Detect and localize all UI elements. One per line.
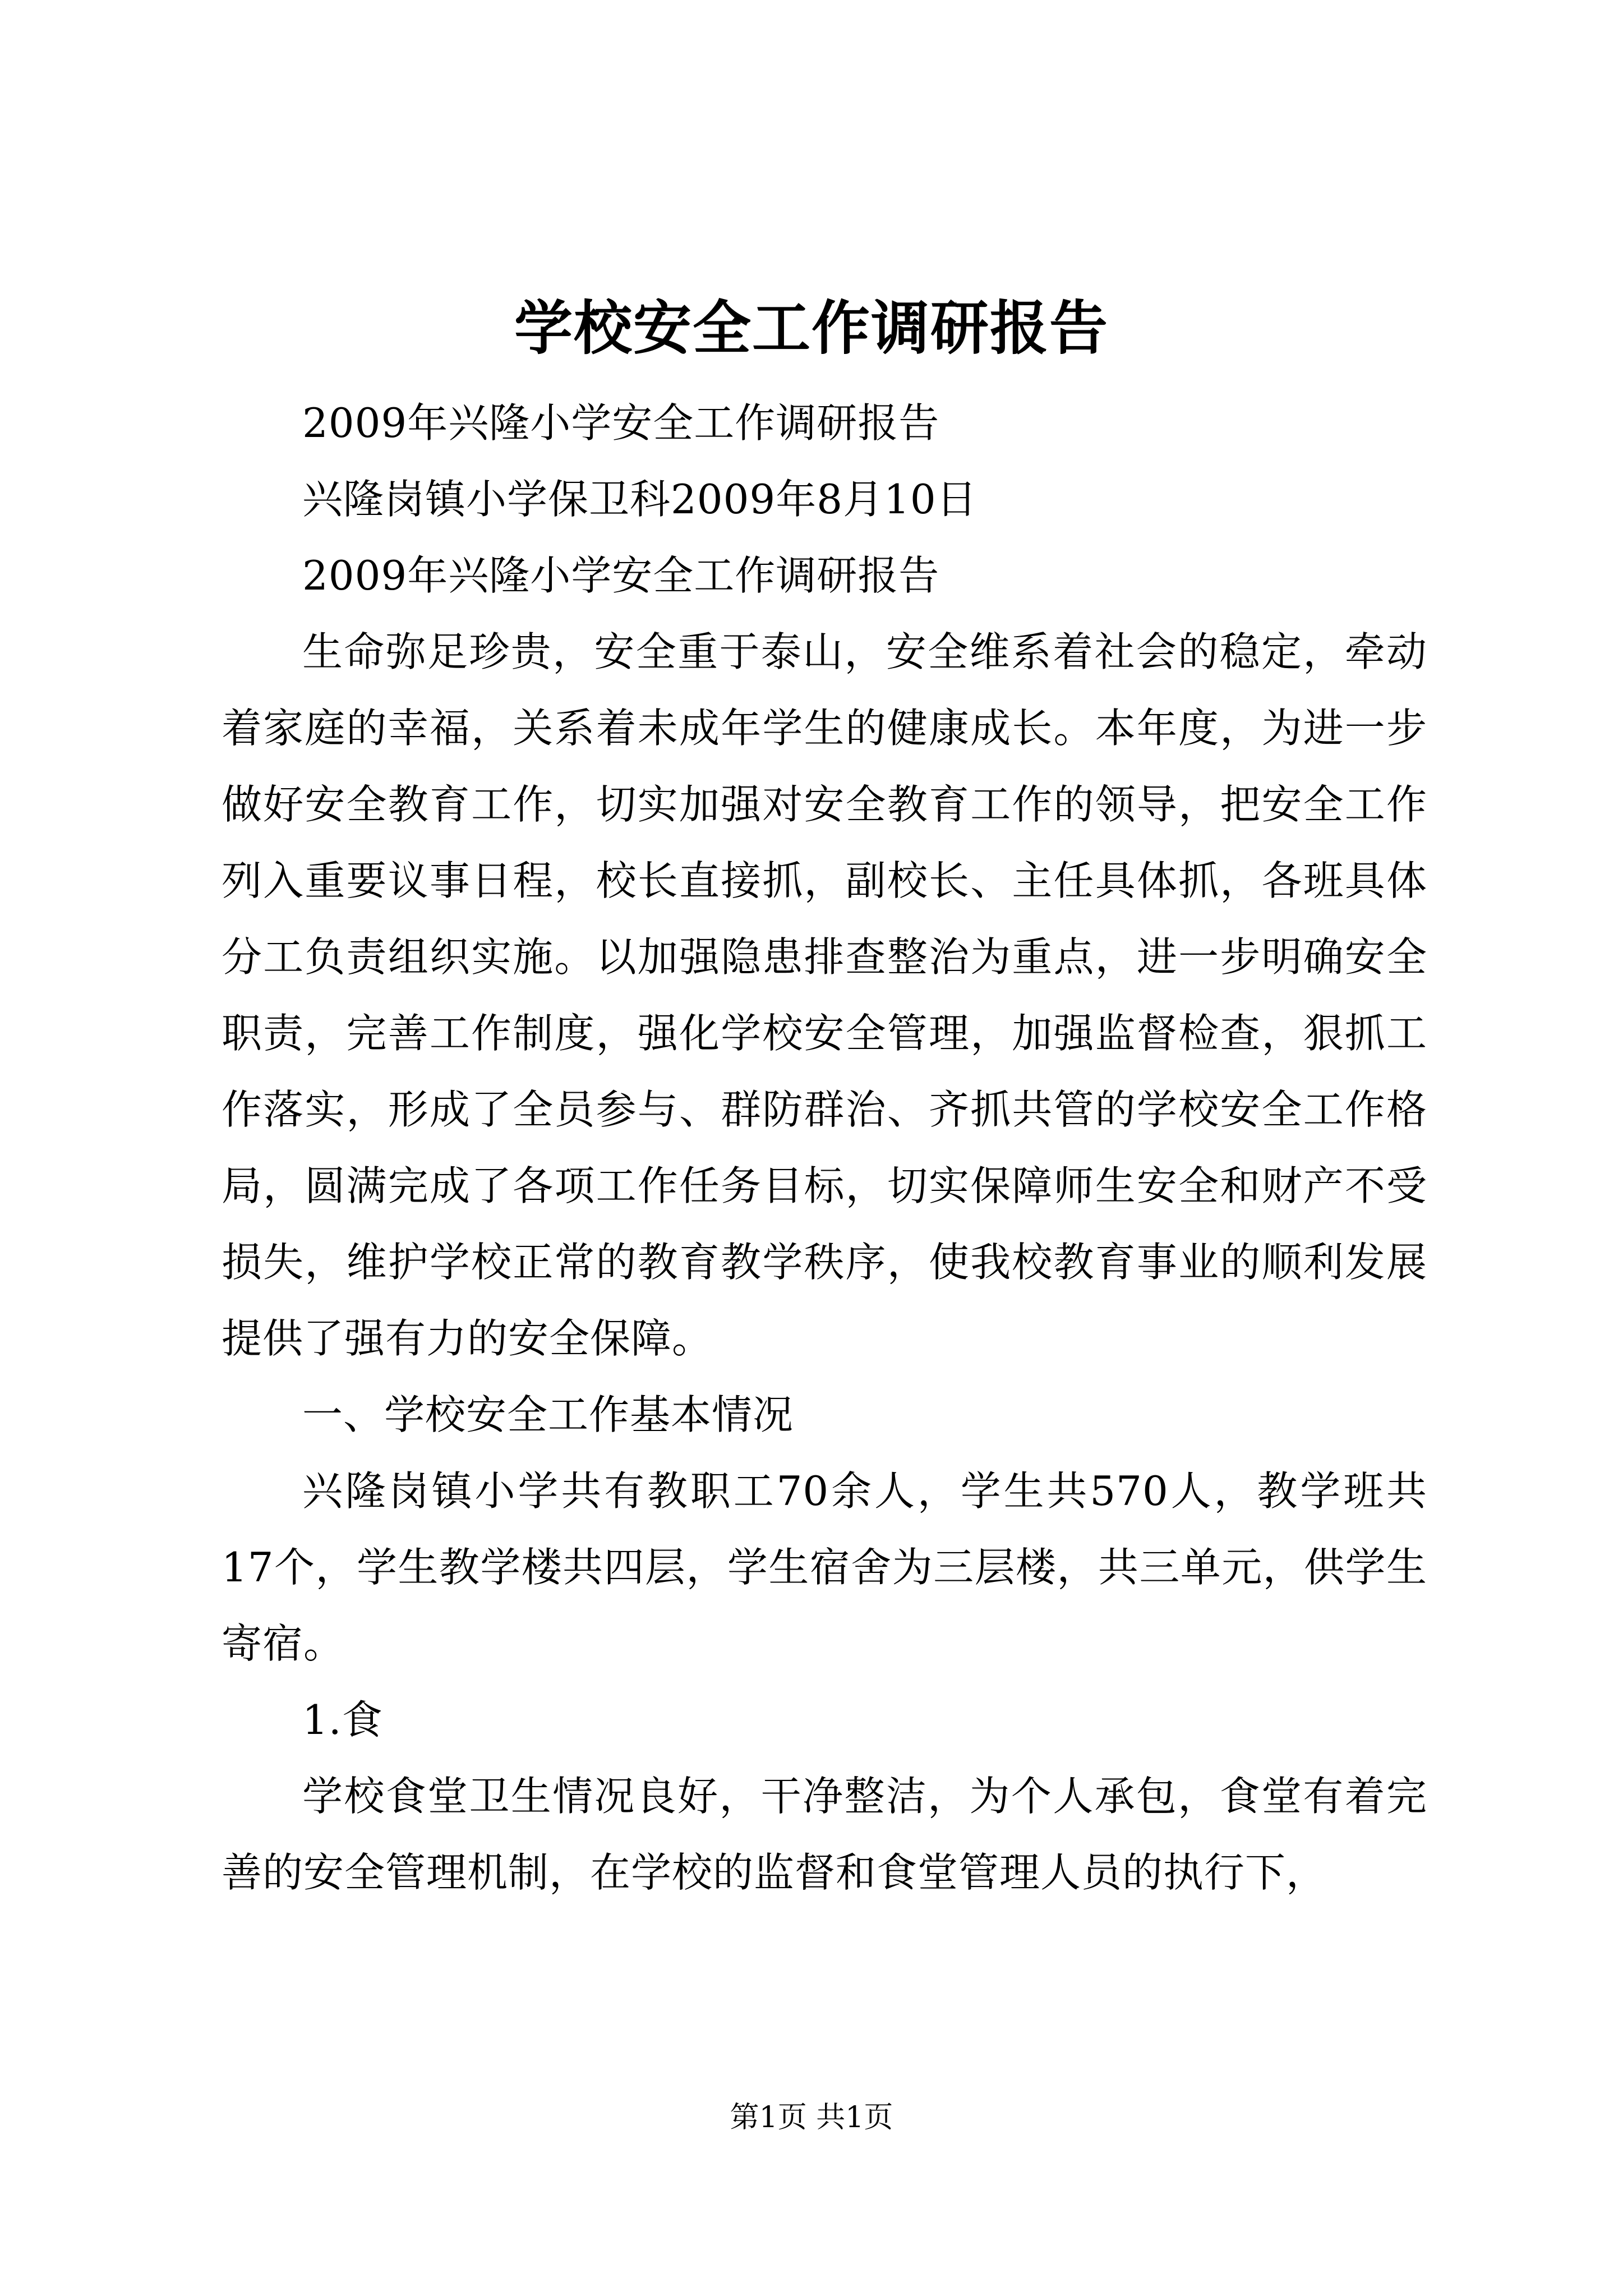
section-heading: 一、学校安全工作基本情况 [302, 1391, 794, 1438]
subtitle-paragraph: 2009年兴隆小学安全工作调研报告 [302, 399, 940, 447]
basic-info-paragraph: 兴隆岗镇小学共有教职工70余人，学生共570人，教学班共17个，学生教学楼共四层，学生宿舍为三层楼，共三单元，供学生寄宿。 [222, 1467, 1427, 1667]
document-title: 学校安全工作调研报告 [514, 293, 1109, 362]
subsection-heading: 1.食 [302, 1696, 383, 1743]
page-footer: 第1页 共1页 [730, 2101, 893, 2134]
canteen-paragraph: 学校食堂卫生情况良好，干净整洁，为个人承包，食堂有着完善的安全管理机制，在学校的监督和食堂管理人员的执行下， [222, 1773, 1427, 1896]
author-date-paragraph: 兴隆岗镇小学保卫科2009年8月10日 [302, 476, 978, 523]
intro-paragraph: 生命弥足珍贵，安全重于泰山，安全维系着社会的稳定，牵动着家庭的幸福，关系着未成年学生的健康成长。本年度，为进一步做好安全教育工作，切实加强对安全教育工作的领导，把安全工作列入重要议事日程，校长直接抓，副校长、主任具体抓，各班具体分工负责组织实施。以加强隐患排查整治为重点，进一步明确安全职责，完善工作制度，强化学校安全管理，加强监督检查，狠抓工作落实，形成了全员参与、群防群治、齐抓共管的学校安全工作格局，圆满完成了各项工作任务目标，切实保障师生安全和财产不受损失，维护学校正常的教育教学秩序，使我校教育事业的顺利发展提供了强有力的安全保障。 [222, 628, 1427, 1362]
document-body [222, 385, 1427, 1911]
report-heading-paragraph: 2009年兴隆小学安全工作调研报告 [302, 552, 940, 599]
